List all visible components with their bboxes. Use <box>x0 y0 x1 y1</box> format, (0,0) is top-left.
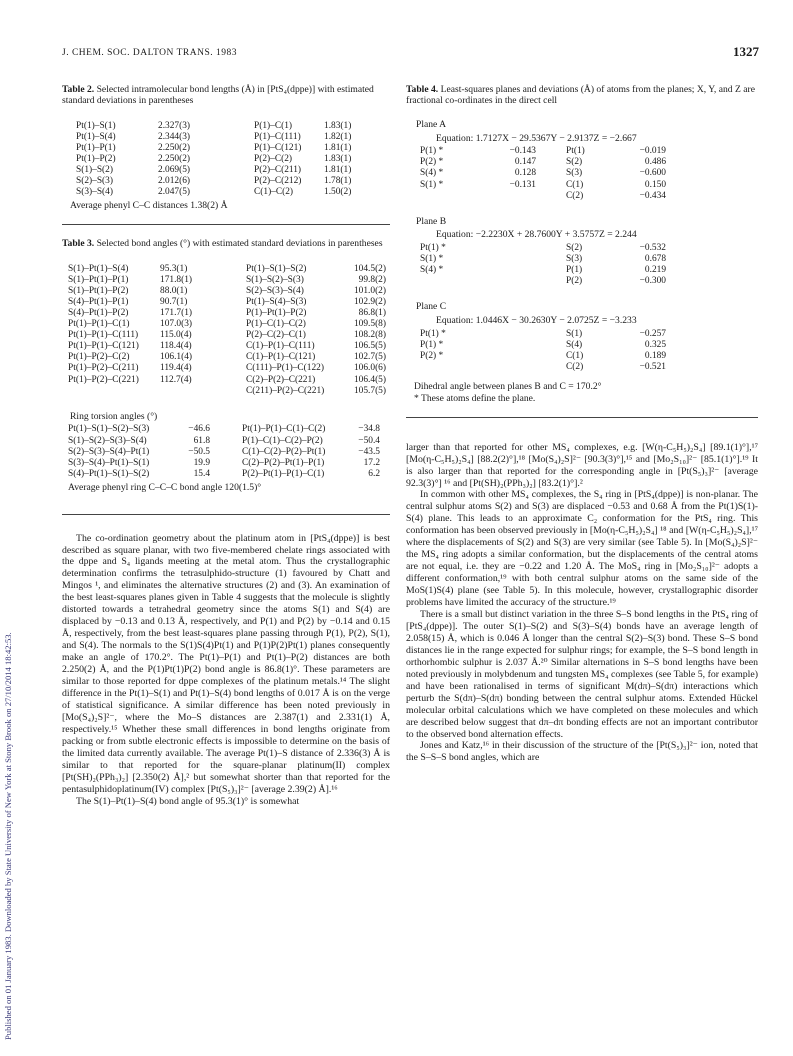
bond-length-row-cell: P(2)–C(211) <box>254 165 302 176</box>
deviation-cell <box>472 329 566 340</box>
torsion-row-cell: 61.8 <box>193 435 210 446</box>
deviation-cell: P(1) * <box>420 339 444 350</box>
bond-length-row-cell: 2.327(3) <box>158 120 191 131</box>
deviation-cell: 0.147 <box>514 157 536 168</box>
deviation-cell <box>420 191 472 202</box>
bond-length-row-cell: 1.83(1) <box>324 120 352 131</box>
bond-angle-row-cell: 171.7(1) <box>160 307 193 318</box>
deviation-cell: −0.434 <box>639 190 666 201</box>
right-column <box>406 84 758 764</box>
plane-deviation-table <box>420 243 666 287</box>
deviation-row <box>420 146 666 157</box>
deviation-cell: Pt(1) * <box>420 328 446 339</box>
bond-length-row-cell: 2.012(6) <box>158 176 191 187</box>
bond-angle-row-cell: 105.7(5) <box>353 385 386 396</box>
deviation-cell: −0.532 <box>639 243 666 254</box>
table-4-caption <box>406 84 758 107</box>
plane-title: Plane C <box>416 301 447 313</box>
bond-length-row-cell: Pt(1)–P(1) <box>76 143 116 153</box>
bond-angle-row <box>68 375 386 386</box>
deviation-cell: P(2) * <box>420 351 444 362</box>
deviation-cell: 0.219 <box>644 265 666 276</box>
bond-angle-row <box>68 386 386 397</box>
bond-angle-row-cell: 106.1(4) <box>160 352 193 363</box>
bond-length-row-cell: 1.50(2) <box>324 187 352 198</box>
bond-angle-row-cell: C(211)–P(2)–C(221) <box>246 385 325 396</box>
deviation-cell <box>420 276 472 287</box>
bond-angle-row <box>68 297 386 308</box>
torsion-row-cell: C(1)–C(2)–P(2)–Pt(1) <box>242 446 326 457</box>
deviation-cell <box>472 243 566 254</box>
table-2-footer: Average phenyl C–C distances 1.38(2) Å <box>70 200 228 212</box>
bond-angle-row-cell: 99.8(2) <box>358 274 386 285</box>
deviation-row <box>420 180 666 191</box>
torsion-row-cell: S(4)–Pt(1)–S(1)–S(2) <box>68 468 150 479</box>
bond-length-row-cell: S(1)–S(2) <box>76 165 113 176</box>
bond-angle-row <box>68 352 386 363</box>
deviation-row <box>420 191 666 202</box>
table-3 <box>62 238 390 514</box>
bond-length-row-cell: 1.83(1) <box>324 154 352 165</box>
deviation-cell <box>420 362 472 373</box>
bond-angle-row-cell: 106.0(6) <box>353 363 386 374</box>
bond-angle-row-cell: C(111)–P(1)–C(122) <box>246 363 324 374</box>
deviation-cell: −0.521 <box>639 362 666 373</box>
bond-length-row <box>76 154 351 165</box>
bond-length-row-cell: Pt(1)–S(4) <box>76 131 116 142</box>
deviation-row <box>420 276 666 287</box>
bond-angle-row-cell: C(2)–P(2)–C(221) <box>246 374 316 385</box>
table-3-caption-text: Selected bond angles (°) with estimated standard deviations in parentheses <box>96 238 383 250</box>
torsion-row-cell: −50.5 <box>188 446 210 457</box>
deviation-row <box>420 168 666 179</box>
deviation-row <box>420 157 666 168</box>
deviation-cell: −0.019 <box>639 146 666 157</box>
bond-length-row-cell: 2.069(5) <box>158 165 191 176</box>
table-2-caption <box>62 84 390 107</box>
bond-angle-row-cell: S(4)–Pt(1)–P(1) <box>68 296 129 307</box>
bond-length-row-cell: 2.344(3) <box>158 131 191 142</box>
bond-length-row-cell: 1.81(1) <box>324 143 352 153</box>
deviation-cell: −0.131 <box>509 179 536 190</box>
bond-length-row-cell: 1.78(1) <box>324 176 352 187</box>
bond-length-row-cell: 1.81(1) <box>324 165 352 176</box>
table-2-body <box>76 121 351 199</box>
table-3-footer: Average phenyl ring C–C–C bond angle 120(1.5)° <box>68 481 262 493</box>
deviation-row <box>420 243 666 254</box>
bond-angle-row-cell <box>160 386 246 397</box>
deviation-cell: S(1) * <box>420 179 444 190</box>
torsion-row-cell: 6.2 <box>368 468 380 479</box>
bond-angle-row <box>68 264 386 275</box>
bond-angle-row <box>68 308 386 319</box>
deviation-row <box>420 254 666 265</box>
left-column <box>62 84 390 808</box>
bond-angle-row <box>68 330 386 341</box>
bond-angle-row-cell: P(1)–C(1)–C(2) <box>246 319 306 330</box>
bond-length-row <box>76 121 351 132</box>
bond-angle-row-cell: S(2)–S(3)–S(4) <box>246 285 304 296</box>
bond-angle-row-cell: Pt(1)–P(2)–C(2) <box>68 352 130 363</box>
torsion-row-cell: 15.4 <box>193 468 210 479</box>
deviation-cell: P(1) <box>566 265 583 276</box>
bond-angle-row-cell: 90.7(1) <box>160 296 188 307</box>
right-paragraph-2: In common with other MS₄ complexes, the S₄ ring in [PtS₄(dppe)] is non-planar. The central sulphur atoms S(2) and S(3) are displaced −0.53 and 0.68 Å from the Pt(1)S(1)-S(4) plane. This leads to an approximate C₂ conformation for the PtS₄ ring. This conformation has been observed previously in [Mo(η-C₅H₅)₂S₄] ¹⁸ and [W(η-C₅H₅)₂S₄],¹⁷ where the displacements of S(2) and S(3) are very similar (see Table 5). In [Mo(S₄)₂S]²⁻ the MS₄ ring adopts a similar conformation, but the displacements of the central atoms are not equal, i.e. they are −0.22 and 1.20 Å. The MoS₄ ring in [Mo₂S₁₀]²⁻ adopts a different conformation,¹⁹ with both central sulphur atoms on the same side of the MoS(1)S(4) plane (see Table 5). In this molecule, however, crystallographic disorder problems have limited the accuracy of the structure.¹⁹ <box>406 489 758 609</box>
bond-angle-row-cell: P(2)–C(2)–C(1) <box>246 330 306 341</box>
torsion-row-cell: −43.5 <box>358 446 380 457</box>
bond-length-row-cell: P(1)–C(111) <box>254 131 301 142</box>
table-2-caption-text: Selected intramolecular bond lengths (Å) in [PtS₄(dppe)] with estimated standard deviations in parentheses <box>62 84 374 107</box>
bond-angle-row-cell: 109.5(8) <box>353 319 386 330</box>
bond-length-row <box>76 165 351 176</box>
bond-length-row-cell: P(1)–C(121) <box>254 143 302 153</box>
deviation-cell: −0.143 <box>509 146 536 157</box>
bond-angle-row-cell: 102.7(5) <box>353 352 386 363</box>
deviation-cell: S(2) <box>566 157 583 168</box>
table-3-caption <box>62 238 390 249</box>
table-4-note: * These atoms define the plane. <box>414 392 536 404</box>
bond-angle-row-cell: C(1)–P(1)–C(111) <box>246 341 315 352</box>
deviation-cell: 0.678 <box>644 254 666 265</box>
right-body-text <box>406 442 758 765</box>
bond-angle-row-cell: Pt(1)–S(1)–S(2) <box>246 263 307 274</box>
plane-deviation-table <box>420 146 666 201</box>
deviation-cell: S(2) <box>566 243 583 254</box>
right-paragraph-3: There is a small but distinct variation in the three S–S bond lengths in the PtS₄ ring of [PtS₄(dppe)]. The outer S(1)–S(2) and S(3)–S(4) bonds have an average length of 2.058(15) Å, which is 0.046 Å longer than the central S(2)–S(3) bond. These S–S bond distances lie in the range expected for sulphur rings; for example, the S–S bond length in orthorhombic sulphur is 2.037 Å.²⁰ Similar alternations in S–S bond lengths have been noted previously in molybdenum and tungsten MS₄ complexes (see Table 5, for example) and have been rationalised in terms of significant M(dπ)–S(dπ) interactions which perturb the S(dπ)–S(dπ) bonding between the central sulphur atoms. Extended Hückel molecular orbital calculations which we have completed on these molecules and which are described below suggest that dπ–dπ bonding effects are not an important contributor to the observed bond alternation effects. <box>406 609 758 740</box>
deviation-cell: 0.325 <box>644 339 666 350</box>
bond-angle-row-cell: 86.8(1) <box>358 307 386 318</box>
bond-length-row-cell: S(3)–S(4) <box>76 187 113 198</box>
bond-angle-row-cell: S(1)–S(2)–S(3) <box>246 274 304 285</box>
plane-equation: Equation: 1.7127X − 29.5367Y − 2.9137Z = −2.667 <box>436 132 637 144</box>
bond-angle-row-cell: 101.0(2) <box>353 285 386 296</box>
deviation-row <box>420 351 666 362</box>
table-2-label: Table 2. <box>62 84 95 95</box>
torsion-table <box>68 424 380 479</box>
bond-length-row-cell: Pt(1)–S(1) <box>76 120 116 131</box>
left-paragraph-2: The S(1)–Pt(1)–S(4) bond angle of 95.3(1)° is somewhat <box>76 795 300 807</box>
table-2 <box>62 84 390 225</box>
download-watermark-text: Published on 01 January 1983. Downloaded by State University of New York at Stony Brook on 27/10/2014 18:42:53. <box>3 632 13 1040</box>
torsion-row-cell: 17.2 <box>363 457 380 468</box>
bond-angle-row-cell: Pt(1)–S(4)–S(3) <box>246 296 307 307</box>
bond-length-row-cell: 2.250(2) <box>158 143 191 153</box>
table-3-label: Table 3. <box>62 238 95 250</box>
torsion-row-cell: S(2)–S(3)–S(4)–Pt(1) <box>68 446 150 457</box>
bond-length-row <box>76 132 351 143</box>
page-number: 1327 <box>733 44 759 59</box>
deviation-cell <box>472 351 566 362</box>
table-3-rule <box>62 514 390 515</box>
deviation-cell: S(4) * <box>420 265 444 276</box>
deviation-cell: S(3) <box>566 254 583 265</box>
plane-block <box>406 301 758 373</box>
table-3-body <box>68 264 386 397</box>
deviation-cell: −0.257 <box>639 328 666 339</box>
bond-angle-row <box>68 363 386 374</box>
left-paragraph-1: The co-ordination geometry about the platinum atom in [PtS₄(dppe)] is best described as square planar, with two five-membered chelate rings associated with the dppe and S₄ ligands meeting at the metal atom. Thus the crystallographic determination confirms the tetrasulphido-structure (1) favoured by Chatt and Mingos ¹, and eliminates the alternative structures (2) and (3). An examination of the best least-squares planes given in Table 4 suggests that the molecule is slightly distorted towards a tetrahedral geometry since the atoms S(1) and S(4) are displaced by −0.13 and 0.13 Å, respectively, and P(1) and P(2) by −0.14 and 0.15 Å, respectively, from the best least-squares plane passing through P(1), P(2), S(1), and S(4). The normals to the S(1)S(4)Pt(1) and P(1)P(2)Pt(1) planes consequently make an angle of 170.2°. The Pt(1)–P(1) and Pt(1)–P(2) distances are both 2.250(2) Å, and the P(1)Pt(1)P(2) bond angle is 86.8(1)°. These parameters are similar to those reported for dppe complexes of the platinum metals.¹⁴ The slight difference in the Pt(1)–S(1) and Pt(1)–S(4) bond lengths of 0.017 Å is on the verge of statistical significance. A similar difference has been noted previously in [Mo(S₄)₂S]²⁻, where the Mo–S distances are 2.387(1) and 2.331(1) Å, respectively.¹⁵ Whether these small differences in bond lengths originate from packing or from subtle electronic effects is impossible to determine on the basis of the limited data currently available. The average Pt(1)–S distance of 2.336(3) Å is similar to that reported for the square-planar platinum(II) complex [Pt(SH)₂(PPh₃)₂] [2.350(2) Å],² but somewhat shorter than that reported for the pentasulphidoplatinum(IV) complex [Pt(S₅)₃]²⁻ [average 2.39(2) Å].¹⁶ <box>62 532 390 795</box>
bond-angle-row-cell: S(4)–Pt(1)–P(2) <box>68 307 129 318</box>
deviation-cell: P(1) * <box>420 146 444 157</box>
bond-angle-row-cell <box>68 386 160 397</box>
right-paragraph-1: larger than that reported for other MS₄ complexes, e.g. [W(η-C₅H₅)₂S₄] [89.1(1)°],¹⁷ [Mo(η-C₅H₅)₂S₄] [88.2(2)°],¹⁸ [Mo(S₄)₂S]²⁻ [90.3(3)°],¹⁵ and [Mo₂S₁₀]²⁻ [85.1(1)°].¹⁹ It is also larger than that reported for the corresponding angle in [Pt(S₅)₃]²⁻ [average 92.3(3)°] ¹⁶ and [Pt(SH)₂(PPh₃)₂] [83.2(1)°].² <box>406 441 758 489</box>
bond-angle-row-cell: Pt(1)–P(2)–C(211) <box>68 363 139 374</box>
table-2-rule <box>62 224 390 225</box>
deviation-row <box>420 265 666 276</box>
torsion-row <box>68 436 380 447</box>
plane-title: Plane B <box>416 215 447 227</box>
bond-angle-row-cell: 171.8(1) <box>160 274 193 285</box>
plane-equation: Equation: −2.2230X + 28.7600Y + 3.5757Z = 2.244 <box>436 229 637 241</box>
torsion-row-cell: −50.4 <box>358 435 380 446</box>
left-body-text <box>62 533 390 808</box>
bond-length-row <box>76 176 351 187</box>
torsion-row-cell: C(2)–P(2)–Pt(1)–P(1) <box>242 457 325 468</box>
bond-angle-row-cell: Pt(1)–P(1)–C(111) <box>68 330 139 341</box>
table-4-rule <box>406 417 758 418</box>
deviation-row <box>420 340 666 351</box>
plane-block <box>406 119 758 202</box>
deviation-cell: C(2) <box>566 362 584 373</box>
bond-angle-row-cell: Pt(1)–P(1)–C(1) <box>68 319 130 330</box>
plane-title: Plane A <box>416 118 447 130</box>
torsion-row-cell: P(1)–C(1)–C(2)–P(2) <box>242 435 323 446</box>
deviation-cell: Pt(1) <box>566 146 585 157</box>
bond-angle-row-cell: 104.5(2) <box>353 263 386 274</box>
torsion-row <box>68 458 380 469</box>
torsion-row-cell: Pt(1)–P(1)–C(1)–C(2) <box>242 424 326 435</box>
deviation-cell: S(3) <box>566 168 583 179</box>
bond-length-row-cell: P(2)–C(2) <box>254 154 293 165</box>
table-4-caption-text: Least-squares planes and deviations (Å) of atoms from the planes; X, Y, and Z are fractional co-ordinates in the direct cell <box>406 84 755 107</box>
deviation-cell: −0.300 <box>639 276 666 287</box>
deviation-cell: S(1) <box>566 328 583 339</box>
deviation-cell: 0.189 <box>644 351 666 362</box>
bond-angle-row <box>68 319 386 330</box>
plane-block <box>406 216 758 288</box>
bond-angle-row-cell: 118.4(4) <box>160 341 192 352</box>
journal-title: J. CHEM. SOC. DALTON TRANS. 1983 <box>62 48 237 58</box>
deviation-cell: S(4) <box>566 339 583 350</box>
torsion-row <box>68 447 380 458</box>
planes-list <box>406 119 758 373</box>
deviation-row <box>420 362 666 373</box>
bond-length-row-cell: Pt(1)–P(2) <box>76 154 116 165</box>
download-watermark <box>0 0 14 1056</box>
torsion-row-cell: −34.8 <box>358 424 380 435</box>
bond-angle-row <box>68 275 386 286</box>
deviation-cell <box>472 191 566 202</box>
bond-length-row-cell: C(1)–C(2) <box>254 187 294 198</box>
deviation-cell <box>472 340 566 351</box>
bond-length-row-cell: 2.047(5) <box>158 187 191 198</box>
bond-angle-row-cell: 106.5(5) <box>353 341 386 352</box>
deviation-cell: P(2) <box>566 276 583 287</box>
bond-angle-row-cell: P(1)–Pt(1)–P(2) <box>246 307 307 318</box>
deviation-cell: 0.128 <box>514 168 536 179</box>
bond-length-row <box>76 143 351 154</box>
bond-length-row <box>76 187 351 198</box>
deviation-cell <box>472 265 566 276</box>
right-paragraph-4: Jones and Katz,¹⁶ in their discussion of the structure of the [Pt(S₅)₃]²⁻ ion, noted that the S–S–S bond angles, which are <box>406 740 758 764</box>
bond-angle-row-cell: S(1)–Pt(1)–P(1) <box>68 274 129 285</box>
bond-angle-row-cell: Pt(1)–P(1)–C(121) <box>68 341 139 352</box>
dihedral-angle: Dihedral angle between planes B and C = 170.2° <box>414 381 602 393</box>
torsion-row-cell: −46.6 <box>188 424 210 435</box>
bond-angle-row <box>68 341 386 352</box>
bond-length-row-cell: P(1)–C(1) <box>254 120 293 131</box>
bond-angle-row-cell: 112.7(4) <box>160 374 192 385</box>
deviation-cell: C(2) <box>566 190 584 201</box>
deviation-cell: C(1) <box>566 179 584 190</box>
bond-angle-row-cell: 115.0(4) <box>160 330 192 341</box>
deviation-cell: 0.486 <box>644 157 666 168</box>
deviation-cell <box>472 362 566 373</box>
bond-angle-row-cell: 108.2(8) <box>353 330 386 341</box>
torsion-row-cell: Pt(1)–S(1)–S(2)–S(3) <box>68 424 150 435</box>
table-4-label: Table 4. <box>406 84 439 95</box>
bond-length-row-cell: 1.82(1) <box>324 131 352 142</box>
bond-length-row-cell: S(2)–S(3) <box>76 176 113 187</box>
deviation-cell: 0.150 <box>644 179 666 190</box>
deviation-cell <box>472 276 566 287</box>
bond-angle-row <box>68 286 386 297</box>
deviation-cell: S(4) * <box>420 168 444 179</box>
plane-deviation-table <box>420 329 666 373</box>
torsion-row-cell: S(1)–S(2)–S(3)–S(4) <box>68 435 147 446</box>
bond-angle-row-cell: 88.0(1) <box>160 285 188 296</box>
bond-angle-row-cell: S(1)–Pt(1)–P(2) <box>68 285 129 296</box>
bond-angle-row-cell: 107.0(3) <box>160 319 193 330</box>
torsion-row-cell: P(2)–Pt(1)–P(1)–C(1) <box>242 468 325 479</box>
bond-length-row-cell: P(2)–C(212) <box>254 176 302 187</box>
deviation-cell: −0.600 <box>639 168 666 179</box>
page-header <box>62 44 759 60</box>
bond-length-row-cell: 2.250(2) <box>158 154 191 165</box>
bond-angle-row-cell: C(1)–P(1)–C(121) <box>246 352 316 363</box>
bond-angle-row-cell: Pt(1)–P(2)–C(221) <box>68 374 139 385</box>
bond-angle-row-cell: 106.4(5) <box>353 374 386 385</box>
deviation-cell: C(1) <box>566 351 584 362</box>
deviation-cell <box>472 254 566 265</box>
plane-equation: Equation: 1.0446X − 30.2630Y − 2.0725Z = −3.233 <box>436 315 637 327</box>
torsion-row-cell: 19.9 <box>193 457 210 468</box>
deviation-cell: S(1) * <box>420 254 444 265</box>
bond-angle-row-cell: 95.3(1) <box>160 263 188 274</box>
torsion-row <box>68 469 380 480</box>
table-4 <box>406 84 758 418</box>
torsion-title: Ring torsion angles (°) <box>70 410 158 422</box>
torsion-row <box>68 424 380 435</box>
deviation-cell: Pt(1) * <box>420 243 446 254</box>
bond-angle-row-cell: 102.9(2) <box>353 296 386 307</box>
bond-angle-row-cell: S(1)–Pt(1)–S(4) <box>68 263 129 274</box>
bond-angle-row-cell: 119.4(4) <box>160 363 192 374</box>
torsion-row-cell: S(3)–S(4)–Pt(1)–S(1) <box>68 457 150 468</box>
deviation-cell: P(2) * <box>420 157 444 168</box>
deviation-row <box>420 329 666 340</box>
